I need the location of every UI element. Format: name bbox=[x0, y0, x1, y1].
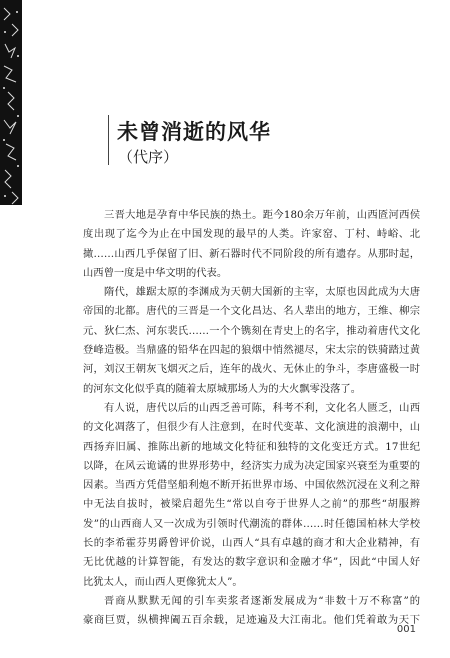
chapter-subtitle: （代序） bbox=[118, 148, 179, 166]
paragraph-line: 中无法自拔时，被梁启超先生“常以自夸于世界人之前”的那些“胡服辫 bbox=[83, 498, 420, 511]
decorative-side-band bbox=[0, 0, 22, 205]
paragraph-line: 登峰造极。当鼎盛的铅华在四起的狼烟中悄然褪尽，宋太宗的铁骑踏过黄 bbox=[83, 344, 420, 357]
paragraph-line: 帝国的北都。唐代的三晋是一个文化昌达、名人辈出的地方，王维、柳宗 bbox=[83, 305, 420, 318]
paragraph-line: 三晋大地是孕育中华民族的热土。距今180余万年前，山西匼河西侯 bbox=[104, 209, 420, 221]
paragraph-line: 撖……山西几乎保留了旧、新石器时代不同阶段的所有遗存。从那时起， bbox=[83, 247, 420, 260]
paragraph-line: 度出现了迄今为止在中国发现的最早的人类。许家窑、丁村、峙峪、北 bbox=[83, 228, 420, 241]
paragraph-line: 发”的山西商人又一次成为引领时代潮流的群体……时任德国柏林大学校 bbox=[83, 517, 420, 530]
paragraph-line: 长的李希霍芬男爵曾评价说，山西人“具有卓越的商才和大企业精神，有 bbox=[83, 537, 420, 550]
paragraph-line: 比犹太人，而山西人更像犹太人”。 bbox=[83, 575, 243, 588]
paragraph-line: 有人说，唐代以后的山西乏善可陈，科考不利，文化名人匮乏，山西 bbox=[104, 401, 420, 414]
title-divider-rule bbox=[108, 115, 109, 165]
paragraph-line: 晋商从默默无闻的引车卖浆者逐渐发展成为“非数十万不称富”的 bbox=[104, 594, 420, 607]
paragraph-line: 以降，在风云诡谲的世界形势中，经济实力成为决定国家兴衰至为重要的 bbox=[83, 459, 420, 472]
paragraph-line: 隋代，雄踞太原的李渊成为天朝大国新的主宰，太原也因此成为大唐 bbox=[104, 286, 420, 299]
paragraph-line: 豪商巨贾，纵横捭阖五百余载，足迹遍及大江南北。他们凭着敢为天下 bbox=[83, 614, 420, 627]
ornament-pattern-icon bbox=[0, 0, 22, 205]
paragraph-line: 西扬弃旧属、推陈出新的地域文化特征和独特的文化变迁方式。17世纪 bbox=[83, 440, 420, 453]
paragraph-line: 因素。当西方凭借坚船利炮不断开拓世界市场、中国依然沉浸在义利之辩 bbox=[83, 479, 420, 492]
paragraph-line: 河，刘汉王朝灰飞烟灭之后，连年的战火、无休止的争斗，李唐盛极一时 bbox=[83, 363, 420, 376]
page-number: 001 bbox=[396, 624, 416, 635]
paragraph-line: 无比优越的计算智能，有发达的数字意识和金融才华”，因此“中国人好 bbox=[83, 556, 420, 569]
body-text bbox=[83, 206, 420, 631]
paragraph-line: 的河东文化似乎真的随着太原城那场人为的大火飘零没落了。 bbox=[83, 382, 362, 395]
paragraph-line: 元、狄仁杰、河东裴氏……一个个镌刻在青史上的名字，推动着唐代文化 bbox=[83, 324, 420, 337]
paragraph-line: 山西曾一度是中华文明的代表。 bbox=[83, 266, 228, 279]
chapter-title: 未曾消逝的风华 bbox=[117, 120, 271, 144]
paragraph-line: 的文化凋落了，但很少有人注意到，在时代变革、文化演进的浪潮中，山 bbox=[83, 421, 420, 434]
